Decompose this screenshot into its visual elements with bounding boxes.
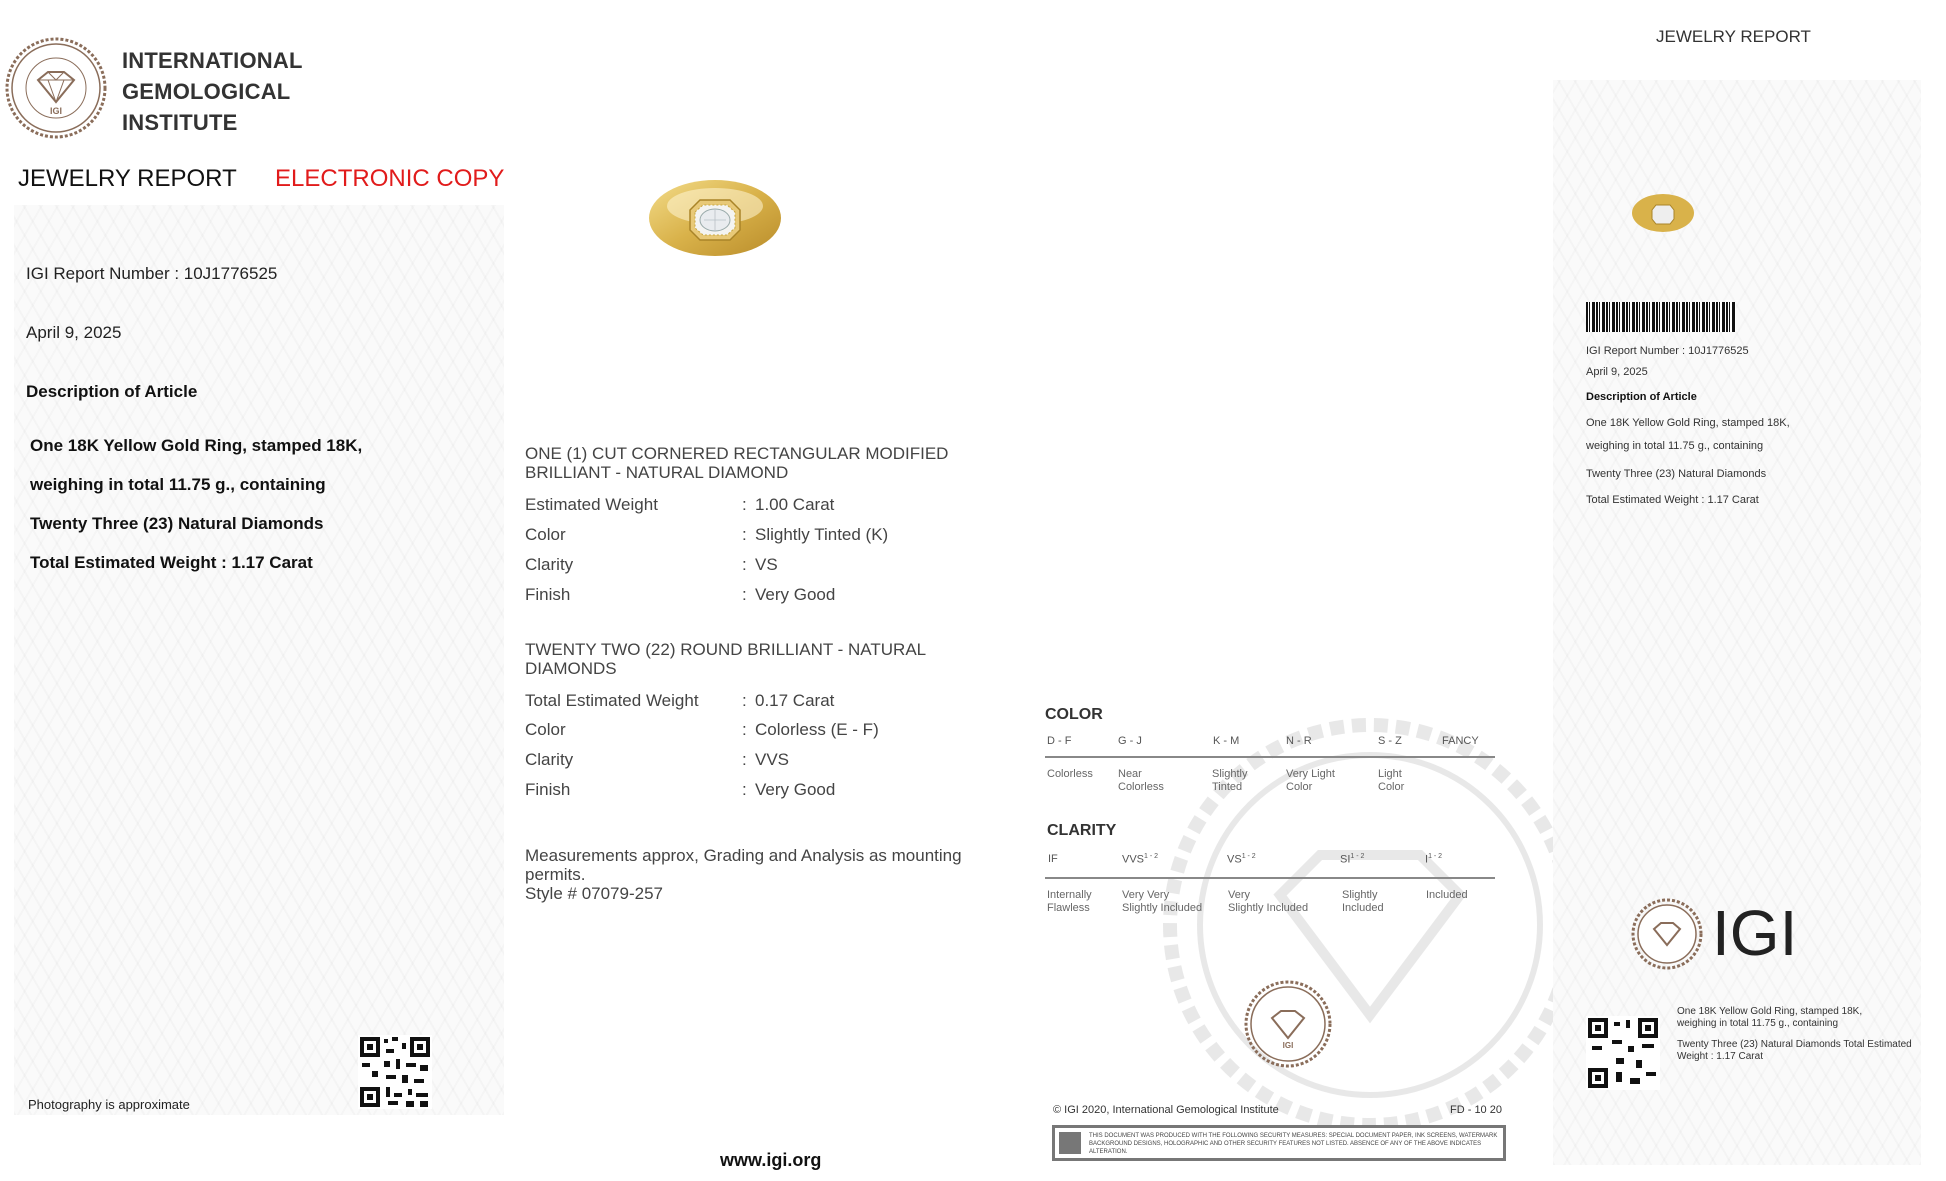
igi-brand: IGI — [1712, 897, 1798, 969]
color-grade: G - J — [1118, 735, 1142, 747]
svg-text:IGI: IGI — [1282, 1041, 1294, 1050]
color-desc: Colorless — [1047, 768, 1093, 780]
color-grade: N - R — [1286, 735, 1312, 747]
section2-title: TWENTY TWO (22) ROUND BRILLIANT - NATURAL DIAMONDS — [525, 640, 926, 678]
stub-report-number: IGI Report Number : 10J1776525 — [1586, 345, 1749, 357]
color-scale-heading: COLOR — [1045, 706, 1103, 723]
clarity-scale-rule — [1045, 877, 1495, 879]
copyright: © IGI 2020, International Gemological Institute — [1053, 1104, 1279, 1116]
color-grade: K - M — [1213, 735, 1240, 747]
row-label: Estimated Weight — [525, 495, 658, 514]
color-desc: Light Color — [1378, 768, 1405, 793]
row-separator: : — [742, 780, 747, 799]
row-label: Color — [525, 525, 566, 544]
description-line: Total Estimated Weight : 1.17 Carat — [30, 553, 313, 572]
section1-title: ONE (1) CUT CORNERED RECTANGULAR MODIFIED BRILLIANT - NATURAL DIAMOND — [525, 444, 949, 482]
row-separator: : — [742, 720, 747, 739]
logo-line-1: INTERNATIONAL — [122, 48, 303, 73]
color-scale — [1045, 735, 1495, 795]
clarity-desc: Slightly Included — [1342, 889, 1384, 914]
clarity-desc: Very Slightly Included — [1228, 889, 1309, 914]
color-desc: Slightly Tinted — [1212, 768, 1248, 793]
igi-seal-icon — [4, 36, 108, 140]
stub-desc-heading: Description of Article — [1586, 391, 1697, 403]
photo-note: Photography is approximate — [28, 1097, 190, 1112]
logo-line-2: GEMOLOGICAL — [122, 79, 291, 104]
section2-row — [525, 720, 1005, 740]
color-desc: Very Light Color — [1286, 768, 1335, 793]
color-grade: S - Z — [1378, 735, 1402, 747]
row-label: Clarity — [525, 555, 574, 574]
qr-code-icon — [358, 1035, 432, 1109]
clarity-grade: SI$^{1 - 2}$ — [1340, 853, 1365, 866]
section1-row — [525, 585, 1005, 605]
color-desc: Near Colorless — [1118, 768, 1164, 793]
row-label: Color — [525, 720, 566, 739]
row-separator: : — [742, 585, 747, 604]
clarity-desc: Internally Flawless — [1047, 889, 1092, 914]
qr-code-icon — [1586, 1016, 1660, 1090]
ring-thumbnail — [1628, 188, 1698, 238]
clarity-desc: Very Very Slightly Included — [1122, 889, 1203, 914]
stub-desc-line: Twenty Three (23) Natural Diamonds — [1586, 468, 1767, 480]
right-watermark-panel — [1553, 80, 1921, 1165]
row-separator: : — [742, 691, 747, 710]
form-code: FD - 10 20 — [1450, 1104, 1502, 1116]
security-text: THIS DOCUMENT WAS PRODUCED WITH THE FOLLOWING SECURITY MEASURES: SPECIAL DOCUMENT PAPER, INK SCREENS, WATERMARK BACKGROUND DESIGNS, HOLOGRAPHIC AND OTHER SECURITY FEATURES NOT LISTED. ABSENCE OF ANY OF THE ABOVE INDICATES ALTERATION. — [1089, 1133, 1498, 1154]
section2-row — [525, 780, 1005, 800]
clarity-scale — [1045, 851, 1495, 881]
clarity-grade: IF — [1048, 853, 1058, 865]
security-strip — [1052, 1125, 1506, 1161]
section1-row — [525, 525, 1005, 545]
report-title: JEWELRY REPORT — [18, 165, 237, 192]
color-grade: D - F — [1047, 735, 1072, 747]
report-date: April 9, 2025 — [26, 323, 122, 342]
row-separator: : — [742, 525, 747, 544]
clarity-grade: VS$^{1 - 2}$ — [1227, 853, 1256, 866]
row-value: Very Good — [755, 780, 836, 799]
igi-seal-icon — [1244, 980, 1332, 1068]
barcode — [1586, 302, 1736, 332]
description-line: Twenty Three (23) Natural Diamonds — [30, 514, 324, 533]
stub-line: Twenty Three (23) Natural Diamonds Total Estimated — [1677, 1039, 1912, 1050]
igi-seal-icon — [1631, 898, 1703, 970]
stub-desc-line: One 18K Yellow Gold Ring, stamped 18K, — [1586, 417, 1790, 429]
row-value: 0.17 Carat — [755, 691, 835, 710]
row-separator: : — [742, 555, 747, 574]
document-icon — [1059, 1132, 1081, 1154]
report-number: IGI Report Number : 10J1776525 — [26, 264, 278, 283]
section1-row — [525, 495, 1005, 515]
row-value: VS — [755, 555, 778, 574]
section2-row — [525, 750, 1005, 770]
stub-line: One 18K Yellow Gold Ring, stamped 18K, — [1677, 1006, 1863, 1017]
stub-desc-line: Total Estimated Weight : 1.17 Carat — [1586, 494, 1759, 506]
stub-date: April 9, 2025 — [1586, 366, 1648, 378]
logo-line-3: INSTITUTE — [122, 110, 238, 135]
row-value: Colorless (E - F) — [755, 720, 879, 739]
row-value: Very Good — [755, 585, 836, 604]
style-number: Style # 07079-257 — [525, 884, 663, 903]
row-label: Finish — [525, 780, 571, 799]
stub-line: Weight : 1.17 Carat — [1677, 1051, 1763, 1062]
website-link[interactable]: www.igi.org — [720, 1150, 822, 1170]
color-scale-rule — [1045, 756, 1495, 758]
row-separator: : — [742, 750, 747, 769]
row-value: 1.00 Carat — [755, 495, 835, 514]
ring-image — [640, 168, 790, 268]
row-value: VVS — [755, 750, 790, 769]
row-separator: : — [742, 495, 747, 514]
svg-text:IGI: IGI — [49, 106, 63, 116]
clarity-scale-heading: CLARITY — [1047, 822, 1117, 839]
electronic-copy-label: ELECTRONIC COPY — [275, 165, 505, 192]
row-label: Clarity — [525, 750, 574, 769]
row-value: Slightly Tinted (K) — [755, 525, 889, 544]
stub-line: weighing in total 11.75 g., containing — [1677, 1018, 1839, 1029]
description-line: One 18K Yellow Gold Ring, stamped 18K, — [30, 436, 363, 455]
clarity-desc: Included — [1426, 889, 1468, 901]
clarity-grade: $I^{1 - 2}$ — [1425, 853, 1443, 866]
description-line: weighing in total 11.75 g., containing — [30, 475, 326, 494]
stub-desc-line: weighing in total 11.75 g., containing — [1586, 440, 1764, 452]
stub-title: JEWELRY REPORT — [1656, 27, 1811, 46]
description-heading: Description of Article — [26, 382, 198, 401]
row-label: Total Estimated Weight — [525, 691, 699, 710]
clarity-grade: VVS$^{1 - 2}$ — [1122, 853, 1159, 866]
color-grade: FANCY — [1442, 735, 1479, 747]
row-label: Finish — [525, 585, 571, 604]
measurement-notes: Measurements approx, Grading and Analysis as mounting permits. — [525, 846, 962, 884]
section1-row — [525, 555, 1005, 575]
section2-row — [525, 691, 1005, 711]
